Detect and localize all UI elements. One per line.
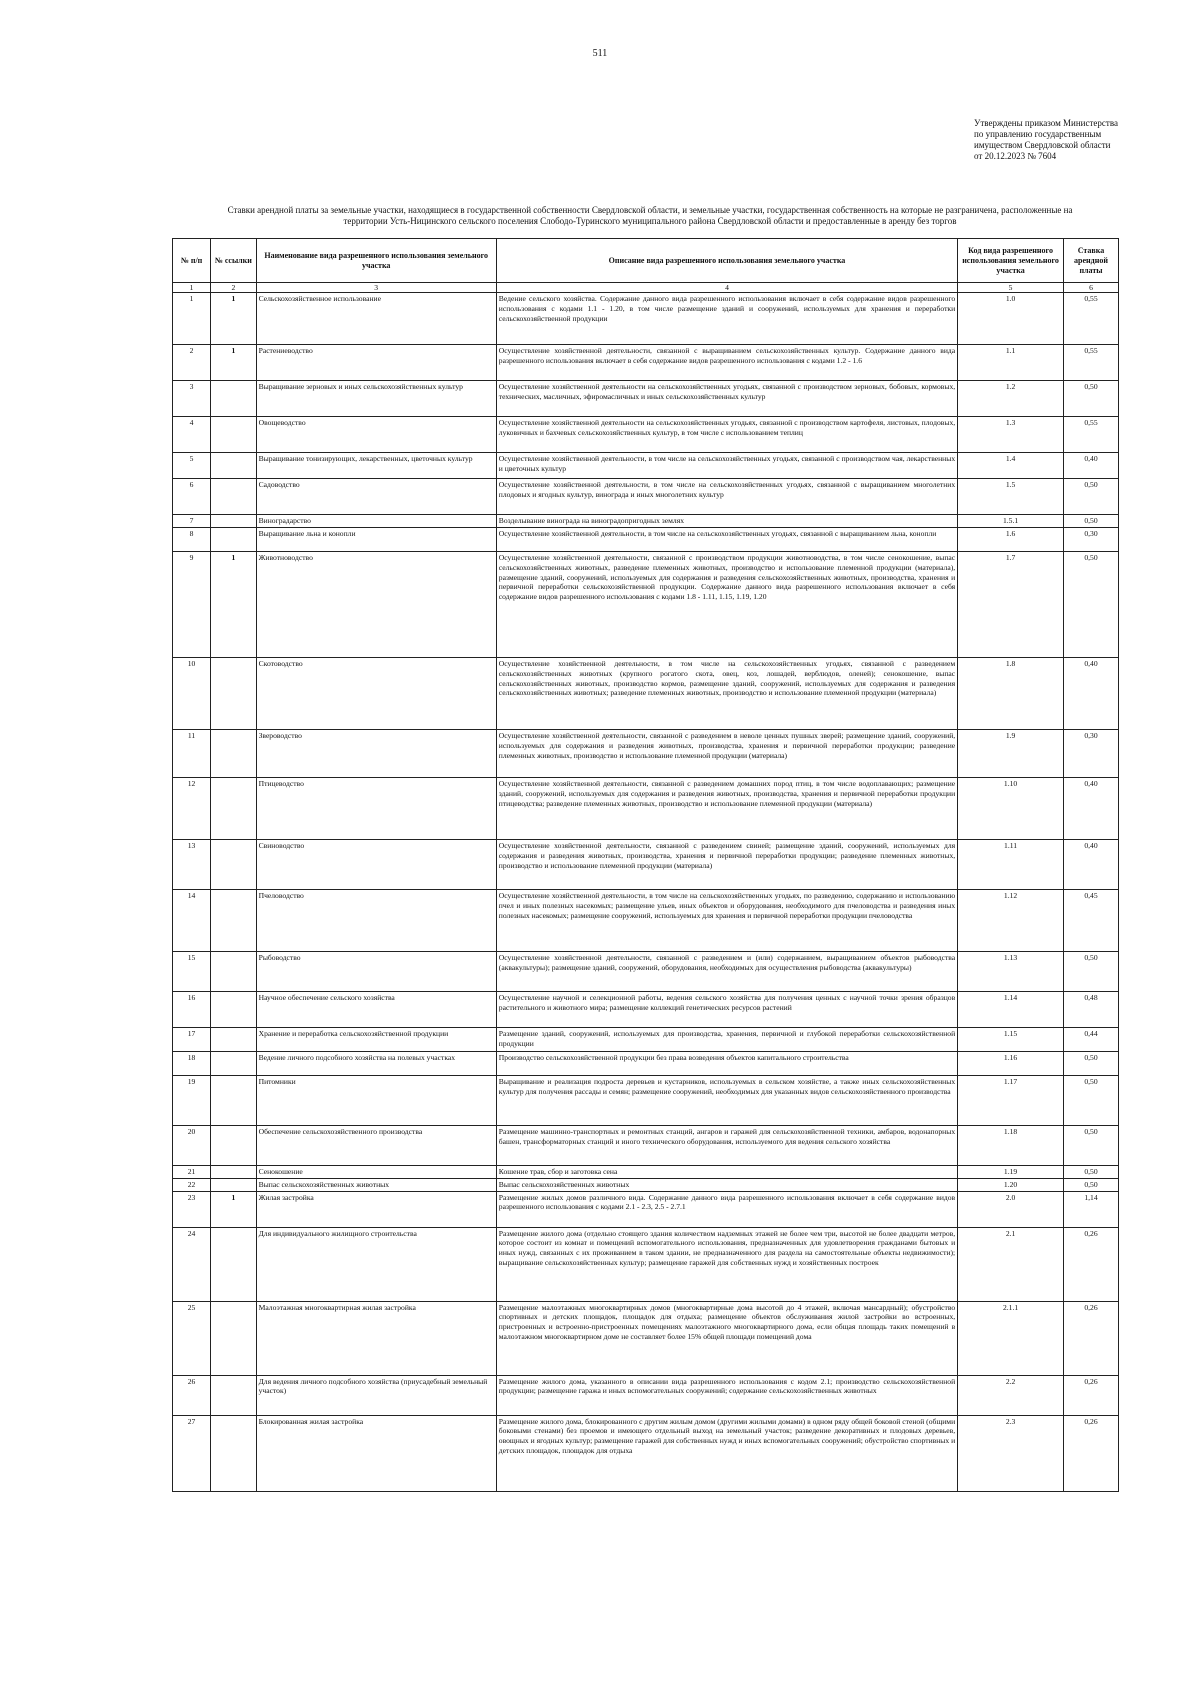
- row-number: 9: [173, 552, 211, 658]
- row-use-code: 1.15: [958, 1028, 1064, 1052]
- row-reference: [211, 453, 257, 479]
- table-row: [173, 890, 1119, 952]
- row-rent-rate: 0,40: [1063, 658, 1118, 730]
- row-reference: [211, 417, 257, 453]
- table-row: [173, 345, 1119, 381]
- title-line: территории Усть-Ницинского сельского поселения Слободо-Туринского муниципального района Свердловской области и предоставленные в аренду без торгов: [343, 216, 957, 226]
- page-number: 511: [592, 48, 608, 59]
- row-use-description: Размещение жилого дома, блокированного с другим жилым домом (другими жилыми домами) в одном ряду общей боковой стеной (общими боковыми стенами) без проемов и имеющего отдельный выход на земельный участок; разведение декоративных и плодовых деревьев, овощных и ягодных культур; размещение гаражей для собственных нужд и иных вспомогательных сооружений; обустройство спортивных и детских площадок, площадок для отдыха: [496, 1415, 957, 1491]
- table-row: [173, 1191, 1119, 1227]
- row-rent-rate: 1,14: [1063, 1191, 1118, 1227]
- row-use-description: Выращивание и реализация подроста деревьев и кустарников, используемых в сельском хозяйстве, а также иных сельскохозяйственных культур для получения рассады и семян; размещение сооружений, необходимых для указанных видов сельскохозяйственного производства: [496, 1076, 957, 1126]
- column-index: 3: [256, 283, 496, 293]
- row-rent-rate: 0,44: [1063, 1028, 1118, 1052]
- row-use-description: Осуществление хозяйственной деятельности, в том числе на сельскохозяйственных угодьях, связанной с производством чая, лекарственных и цветочных культур: [496, 453, 957, 479]
- approval-line: по управлению государственным: [974, 129, 1102, 139]
- row-use-code: 1.6: [958, 528, 1064, 552]
- table-row: [173, 1076, 1119, 1126]
- row-reference: [211, 1227, 257, 1301]
- row-reference: [211, 1052, 257, 1076]
- row-use-name: Питомники: [256, 1076, 496, 1126]
- row-use-code: 1.19: [958, 1166, 1064, 1179]
- row-use-code: 1.5: [958, 479, 1064, 515]
- row-rent-rate: 0,30: [1063, 730, 1118, 778]
- row-number: 27: [173, 1415, 211, 1491]
- column-index: 6: [1063, 283, 1118, 293]
- row-number: 10: [173, 658, 211, 730]
- column-index: 5: [958, 283, 1064, 293]
- row-use-code: 1.0: [958, 293, 1064, 345]
- row-use-name: Сельскохозяйственное использование: [256, 293, 496, 345]
- row-reference: [211, 1415, 257, 1491]
- row-use-name: Малоэтажная многоквартирная жилая застройка: [256, 1301, 496, 1375]
- row-use-description: Осуществление хозяйственной деятельности, связанной с разведением свиней; размещение зданий, сооружений, используемых для содержания и разведения животных, производства, хранения и первичной переработки продукции; разведение племенных животных, производство и использование племенной продукции (материала): [496, 840, 957, 890]
- table-row: [173, 293, 1119, 345]
- table-row: [173, 1028, 1119, 1052]
- row-use-code: 1.20: [958, 1178, 1064, 1191]
- row-use-code: 1.8: [958, 658, 1064, 730]
- row-use-code: 2.3: [958, 1415, 1064, 1491]
- header-desc: Описание вида разрешенного использования земельного участка: [496, 239, 957, 283]
- row-number: 11: [173, 730, 211, 778]
- row-use-name: Выращивание тонизирующих, лекарственных, цветочных культур: [256, 453, 496, 479]
- row-reference: [211, 528, 257, 552]
- row-reference: [211, 992, 257, 1028]
- row-use-description: Размещение жилого дома, указанного в описании вида разрешенного использования с кодом 2.1; производство сельскохозяйственной продукции; размещение гаража и иных вспомогательных сооружений; содержание сельскохозяйственных животных: [496, 1375, 957, 1415]
- row-use-code: 1.3: [958, 417, 1064, 453]
- table-row: [173, 1415, 1119, 1491]
- row-reference: [211, 730, 257, 778]
- row-use-code: 1.13: [958, 952, 1064, 992]
- row-use-name: Садоводство: [256, 479, 496, 515]
- row-use-name: Звероводство: [256, 730, 496, 778]
- row-reference: [211, 1301, 257, 1375]
- row-use-description: Осуществление хозяйственной деятельности, в том числе на сельскохозяйственных угодьях, связанной с разведением сельскохозяйственных животных (крупного рогатого скота, овец, коз, лошадей, верблюдов, оленей); сенокошение, выпас сельскохозяйственных животных, производство кормов, размещение зданий, сооружений, используемых для содержания и разведения сельскохозяйственных животных; разведение племенных животных, производство и использование племенной продукции (материала): [496, 658, 957, 730]
- row-use-description: Размещение зданий, сооружений, используемых для производства, хранения, первичной и глубокой переработки сельскохозяйственной продукции: [496, 1028, 957, 1052]
- table-row: [173, 453, 1119, 479]
- row-reference: [211, 840, 257, 890]
- row-reference: [211, 515, 257, 528]
- row-number: 13: [173, 840, 211, 890]
- row-number: 3: [173, 381, 211, 417]
- row-rent-rate: 0,45: [1063, 890, 1118, 952]
- row-use-description: Осуществление хозяйственной деятельности, связанной с производством продукции животноводства, в том числе сенокошение, выпас сельскохозяйственных животных, разведение племенных животных, производство и использование племенной продукции (материала), размещение зданий, сооружений, используемых для содержания и разведения сельскохозяйственных животных, производства, хранения и первичной переработки сельскохозяйственной продукции. Содержание данного вида разрешенного использования включает в себя содержание видов разрешенного использования с кодами 1.8 - 1.11, 1.15, 1.19, 1.20: [496, 552, 957, 658]
- row-use-name: Свиноводство: [256, 840, 496, 890]
- row-number: 21: [173, 1166, 211, 1179]
- table-row: [173, 1301, 1119, 1375]
- row-use-code: 2.2: [958, 1375, 1064, 1415]
- row-use-description: Кошение трав, сбор и заготовка сена: [496, 1166, 957, 1179]
- row-rent-rate: 0,50: [1063, 1126, 1118, 1166]
- row-reference: [211, 1178, 257, 1191]
- row-reference: [211, 479, 257, 515]
- table-row: [173, 515, 1119, 528]
- row-use-code: 1.1: [958, 345, 1064, 381]
- table-row: [173, 1178, 1119, 1191]
- table-row: [173, 552, 1119, 658]
- row-use-description: Осуществление хозяйственной деятельности на сельскохозяйственных угодьях, связанной с производством картофеля, листовых, плодовых, луковичных и бахчевых сельскохозяйственных культур, в том числе с использованием теплиц: [496, 417, 957, 453]
- row-rent-rate: 0,26: [1063, 1415, 1118, 1491]
- row-reference: [211, 890, 257, 952]
- row-use-code: 1.7: [958, 552, 1064, 658]
- row-use-description: Осуществление хозяйственной деятельности, в том числе на сельскохозяйственных угодьях, по разведению, содержанию и использованию пчел и иных полезных насекомых; размещение ульев, иных объектов и оборудования, необходимого для пчеловодства и разведения иных полезных насекомых; размещение сооружений, используемых для хранения и первичной переработки продукции пчеловодства: [496, 890, 957, 952]
- row-use-code: 1.4: [958, 453, 1064, 479]
- row-rent-rate: 0,26: [1063, 1227, 1118, 1301]
- row-use-description: Возделывание винограда на виноградопригодных землях: [496, 515, 957, 528]
- row-use-name: Пчеловодство: [256, 890, 496, 952]
- row-number: 5: [173, 453, 211, 479]
- row-reference: [211, 1166, 257, 1179]
- row-use-code: 1.5.1: [958, 515, 1064, 528]
- row-use-description: Осуществление хозяйственной деятельности, связанной с разведением домашних пород птиц, в том числе водоплавающих; размещение зданий, сооружений, используемых для содержания и разведения животных, производства, хранения и первичной переработки продукции птицеводства; разведение племенных животных, производство и использование племенной продукции (материала): [496, 778, 957, 840]
- row-use-code: 1.11: [958, 840, 1064, 890]
- row-use-description: Осуществление хозяйственной деятельности на сельскохозяйственных угодьях, связанной с производством зерновых, бобовых, кормовых, технических, масличных, эфиромасличных и иных сельскохозяйственных культур: [496, 381, 957, 417]
- row-reference: [211, 658, 257, 730]
- row-use-description: Осуществление хозяйственной деятельности, в том числе на сельскохозяйственных угодьях, связанной с выращиванием многолетних плодовых и ягодных культур, винограда и иных многолетних культур: [496, 479, 957, 515]
- row-number: 17: [173, 1028, 211, 1052]
- column-index-row: [173, 283, 1119, 293]
- row-use-code: 2.1: [958, 1227, 1064, 1301]
- row-rent-rate: 0,50: [1063, 952, 1118, 992]
- row-rent-rate: 0,40: [1063, 453, 1118, 479]
- row-reference: [211, 381, 257, 417]
- document-title: [170, 205, 1130, 227]
- row-number: 4: [173, 417, 211, 453]
- row-reference: 1: [211, 552, 257, 658]
- row-use-description: Ведение сельского хозяйства. Содержание данного вида разрешенного использования включает в себя содержание видов разрешенного использования с кодами 1.1 - 1.20, в том числе размещение зданий и сооружений, используемых для хранения и переработки сельскохозяйственной продукции: [496, 293, 957, 345]
- row-use-name: Блокированная жилая застройка: [256, 1415, 496, 1491]
- row-use-name: Скотоводство: [256, 658, 496, 730]
- row-rent-rate: 0,26: [1063, 1301, 1118, 1375]
- rates-table: [172, 238, 1119, 1492]
- row-use-name: Выращивание зерновых и иных сельскохозяйственных культур: [256, 381, 496, 417]
- row-use-description: Осуществление научной и селекционной работы, ведения сельского хозяйства для получения ценных с научной точки зрения образцов растительного и животного мира; размещение коллекций генетических ресурсов растений: [496, 992, 957, 1028]
- row-reference: [211, 1028, 257, 1052]
- table-row: [173, 1375, 1119, 1415]
- row-rent-rate: 0,55: [1063, 417, 1118, 453]
- row-use-name: Выращивание льна и конопли: [256, 528, 496, 552]
- row-use-description: Выпас сельскохозяйственных животных: [496, 1178, 957, 1191]
- table-row: [173, 730, 1119, 778]
- header-code: Код вида разрешенного использования земельного участка: [958, 239, 1064, 283]
- row-rent-rate: 0,40: [1063, 840, 1118, 890]
- row-number: 8: [173, 528, 211, 552]
- row-use-name: Для ведения личного подсобного хозяйства (приусадебный земельный участок): [256, 1375, 496, 1415]
- table-row: [173, 417, 1119, 453]
- row-rent-rate: 0,50: [1063, 479, 1118, 515]
- table-row: [173, 840, 1119, 890]
- row-rent-rate: 0,50: [1063, 1052, 1118, 1076]
- row-number: 14: [173, 890, 211, 952]
- row-reference: 1: [211, 1191, 257, 1227]
- row-use-description: Осуществление хозяйственной деятельности, связанной с разведением в неволе ценных пушных зверей; размещение зданий, сооружений, используемых для содержания и разведения животных, производства, хранения и первичной переработки продукции; разведение племенных животных, производство и использование племенной продукции (материала): [496, 730, 957, 778]
- row-use-description: Осуществление хозяйственной деятельности, связанной с разведением и (или) содержанием, выращиванием объектов рыбоводства (аквакультуры); размещение зданий, сооружений, оборудования, необходимых для осуществления рыбоводства (аквакультуры): [496, 952, 957, 992]
- row-reference: 1: [211, 345, 257, 381]
- row-number: 12: [173, 778, 211, 840]
- table-row: [173, 952, 1119, 992]
- row-number: 7: [173, 515, 211, 528]
- row-use-name: Овощеводство: [256, 417, 496, 453]
- row-number: 16: [173, 992, 211, 1028]
- row-use-code: 1.14: [958, 992, 1064, 1028]
- row-use-code: 1.18: [958, 1126, 1064, 1166]
- approval-line: Утверждены приказом Министерства: [974, 118, 1118, 128]
- row-use-description: Размещение машинно-транспортных и ремонтных станций, ангаров и гаражей для сельскохозяйственной техники, амбаров, водонапорных башен, трансформаторных станций и иного технического оборудования, используемого для ведения сельского хозяйства: [496, 1126, 957, 1166]
- table-row: [173, 381, 1119, 417]
- row-reference: [211, 1126, 257, 1166]
- row-rent-rate: 0,40: [1063, 778, 1118, 840]
- row-reference: [211, 952, 257, 992]
- row-rent-rate: 0,55: [1063, 345, 1118, 381]
- column-index: 2: [211, 283, 257, 293]
- row-use-code: 2.0: [958, 1191, 1064, 1227]
- table-row: [173, 1052, 1119, 1076]
- row-use-name: Жилая застройка: [256, 1191, 496, 1227]
- row-number: 19: [173, 1076, 211, 1126]
- approval-line: имуществом Свердловской области: [974, 140, 1111, 150]
- row-use-description: Размещение жилого дома (отдельно стоящего здания количеством надземных этажей не более чем три, высотой не более двадцати метров, которое состоит из комнат и помещений вспомогательного использования, предназначенных для удовлетворения гражданами бытовых и иных нужд, связанных с их проживанием в таком здании, не предназначенного для раздела на самостоятельные объекты недвижимости); выращивание сельскохозяйственных культур; размещение гаражей для собственных нужд и хозяйственных построек: [496, 1227, 957, 1301]
- row-use-name: Обеспечение сельскохозяйственного производства: [256, 1126, 496, 1166]
- row-rent-rate: 0,50: [1063, 552, 1118, 658]
- row-use-name: Ведение личного подсобного хозяйства на полевых участках: [256, 1052, 496, 1076]
- row-use-name: Научное обеспечение сельского хозяйства: [256, 992, 496, 1028]
- row-use-name: Животноводство: [256, 552, 496, 658]
- row-use-name: Хранение и переработка сельскохозяйственной продукции: [256, 1028, 496, 1052]
- table-row: [173, 479, 1119, 515]
- table-row: [173, 992, 1119, 1028]
- row-use-code: 1.16: [958, 1052, 1064, 1076]
- table-row: [173, 1126, 1119, 1166]
- header-num: № п/п: [173, 239, 211, 283]
- table-header-row: [173, 239, 1119, 283]
- row-reference: [211, 1076, 257, 1126]
- row-rent-rate: 0,48: [1063, 992, 1118, 1028]
- table-row: [173, 528, 1119, 552]
- row-number: 23: [173, 1191, 211, 1227]
- row-rent-rate: 0,50: [1063, 515, 1118, 528]
- row-use-code: 1.10: [958, 778, 1064, 840]
- row-rent-rate: 0,50: [1063, 1076, 1118, 1126]
- row-number: 15: [173, 952, 211, 992]
- row-rent-rate: 0,55: [1063, 293, 1118, 345]
- approval-line: от 20.12.2023 № 7604: [974, 151, 1057, 161]
- table-row: [173, 658, 1119, 730]
- row-use-description: Размещение жилых домов различного вида. Содержание данного вида разрешенного использования включает в себя содержание видов разрешенного использования с кодами 2.1 - 2.3, 2.5 - 2.7.1: [496, 1191, 957, 1227]
- row-use-description: Осуществление хозяйственной деятельности, в том числе на сельскохозяйственных угодьях, связанной с выращиванием льна, конопли: [496, 528, 957, 552]
- row-number: 20: [173, 1126, 211, 1166]
- row-use-code: 2.1.1: [958, 1301, 1064, 1375]
- row-use-description: Размещение малоэтажных многоквартирных домов (многоквартирные дома высотой до 4 этажей, включая мансардный); обустройство спортивных и детских площадок, площадок для отдыха; размещение объектов обслуживания жилой застройки во встроенных, пристроенных и встроенно-пристроенных помещениях малоэтажного многоквартирного дома, если общая площадь таких помещений в малоэтажном многоквартирном доме не составляет более 15% общей площади помещений дома: [496, 1301, 957, 1375]
- row-use-description: Производство сельскохозяйственной продукции без права возведения объектов капитального строительства: [496, 1052, 957, 1076]
- row-number: 18: [173, 1052, 211, 1076]
- row-number: 1: [173, 293, 211, 345]
- approval-block: [974, 118, 1174, 162]
- column-index: 4: [496, 283, 957, 293]
- row-rent-rate: 0,30: [1063, 528, 1118, 552]
- row-reference: 1: [211, 293, 257, 345]
- table-row: [173, 1166, 1119, 1179]
- row-rent-rate: 0,50: [1063, 1178, 1118, 1191]
- row-use-code: 1.9: [958, 730, 1064, 778]
- row-number: 24: [173, 1227, 211, 1301]
- column-index: 1: [173, 283, 211, 293]
- row-use-code: 1.2: [958, 381, 1064, 417]
- row-rent-rate: 0,50: [1063, 1166, 1118, 1179]
- table-row: [173, 778, 1119, 840]
- row-use-name: Виноградарство: [256, 515, 496, 528]
- row-use-name: Выпас сельскохозяйственных животных: [256, 1178, 496, 1191]
- row-number: 2: [173, 345, 211, 381]
- row-rent-rate: 0,50: [1063, 381, 1118, 417]
- row-reference: [211, 778, 257, 840]
- row-rent-rate: 0,26: [1063, 1375, 1118, 1415]
- row-use-description: Осуществление хозяйственной деятельности, связанной с выращиванием сельскохозяйственных культур. Содержание данного вида разрешенного использования включает в себя содержание видов разрешенного использования с кодами 1.2 - 1.6: [496, 345, 957, 381]
- row-use-name: Рыбоводство: [256, 952, 496, 992]
- header-name: Наименование вида разрешенного использования земельного участка: [256, 239, 496, 283]
- row-number: 6: [173, 479, 211, 515]
- header-ref: № ссылки: [211, 239, 257, 283]
- row-number: 26: [173, 1375, 211, 1415]
- row-use-name: Птицеводство: [256, 778, 496, 840]
- row-use-name: Для индивидуального жилищного строительства: [256, 1227, 496, 1301]
- row-use-code: 1.17: [958, 1076, 1064, 1126]
- row-use-name: Сенокошение: [256, 1166, 496, 1179]
- row-number: 25: [173, 1301, 211, 1375]
- row-use-code: 1.12: [958, 890, 1064, 952]
- title-line: Ставки арендной платы за земельные участки, находящиеся в государственной собственности Свердловской области, и земельные участки, государственная собственность на которые не разграничена, расположенные на: [227, 205, 1073, 215]
- row-reference: [211, 1375, 257, 1415]
- row-use-name: Растениеводство: [256, 345, 496, 381]
- header-rate: Ставка арендной платы: [1063, 239, 1118, 283]
- table-row: [173, 1227, 1119, 1301]
- row-number: 22: [173, 1178, 211, 1191]
- table-body: [173, 293, 1119, 1492]
